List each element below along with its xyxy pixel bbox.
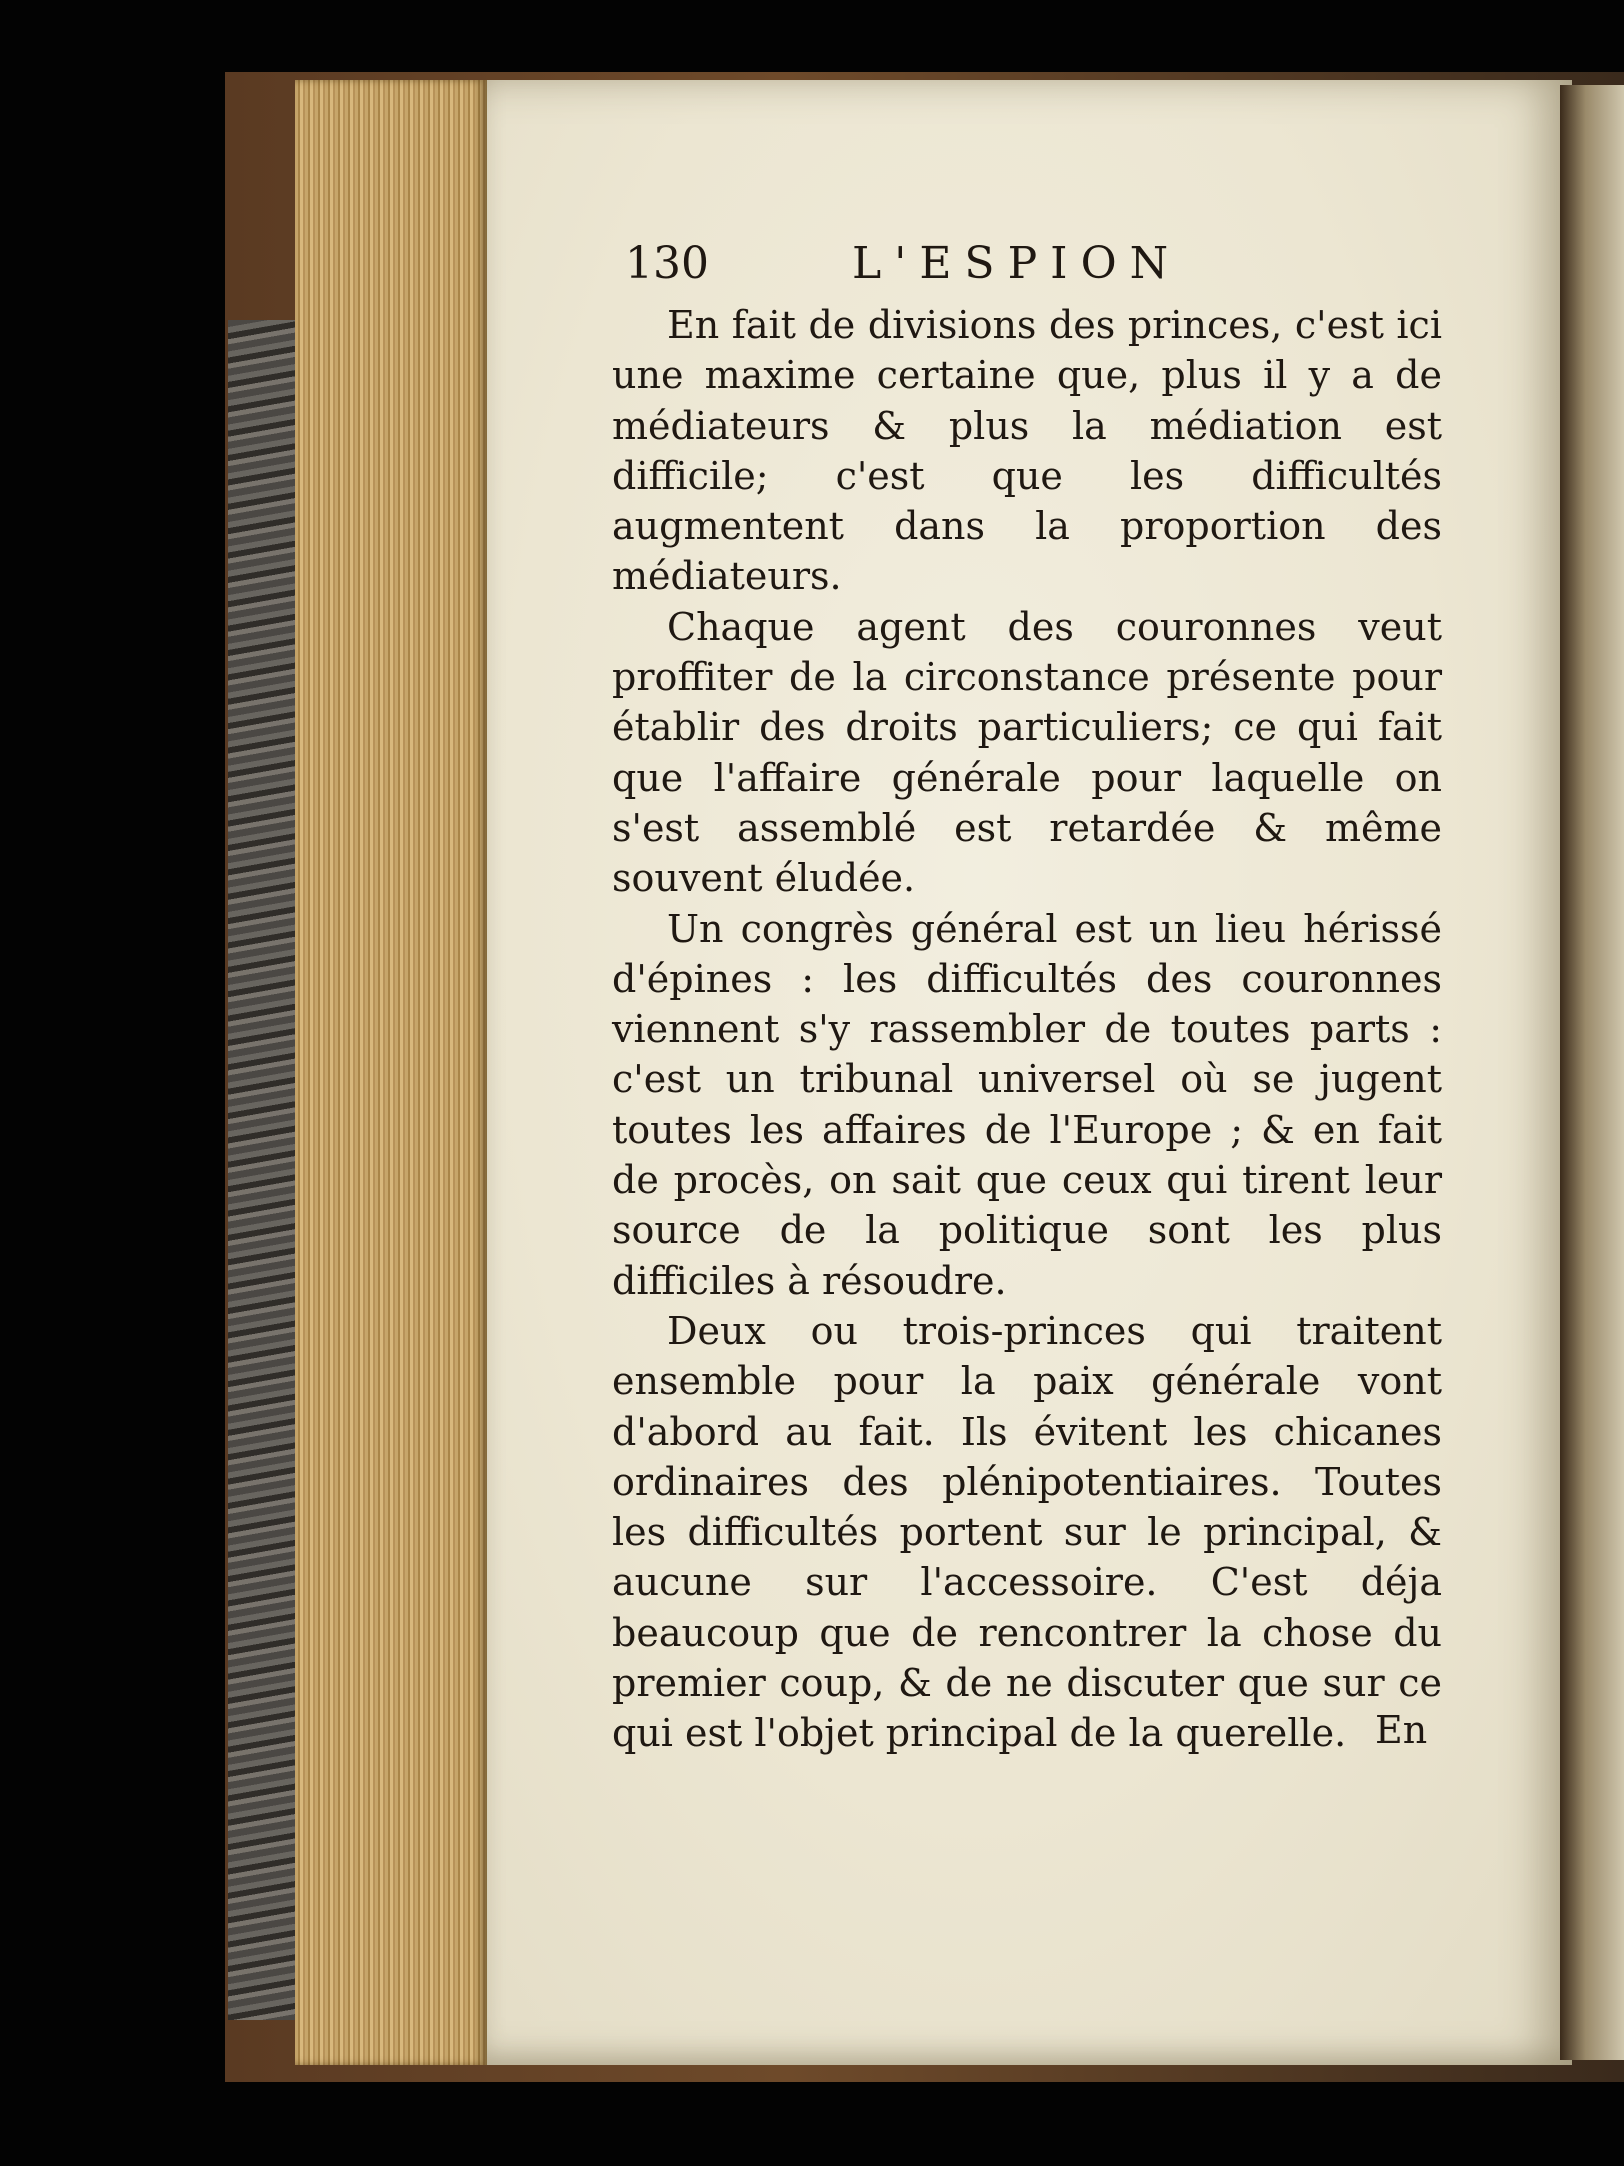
page-edges — [295, 80, 487, 2065]
paragraph: Deux ou trois-princes qui traitent ensemble pour la paix générale vont d'abord au fait. Ils évitent les chicanes ordinaires des plénipotentiaires. Toutes les difficultés portent sur le principal, & aucune sur l'accessoire. C'est déja beaucoup que de rencontrer la chose du premier coup, & de ne discuter que sur ce qui est l'objet principal de la querelle. — [612, 1308, 1442, 1756]
body-text — [612, 300, 1442, 1759]
catchword: En — [1375, 1708, 1428, 1752]
page-number: 130 — [625, 238, 709, 289]
paragraph: En fait de divisions des princes, c'est ici une maxime certaine que, plus il y a de médiateurs & plus la médiation est difficile; c'est que les difficultés augmentent dans la proportion des médiateurs. — [612, 303, 1442, 599]
running-title: L'ESPION — [852, 238, 1182, 289]
page-header — [625, 234, 1245, 294]
paragraph: Chaque agent des couronnes veut proffiter de la circonstance présente pour établir des droits particuliers; ce qui fait que l'affaire générale pour laquelle on s'est assemblé est retardée & même souvent éludée. — [612, 604, 1442, 901]
marbled-binding — [228, 320, 298, 2020]
book-gutter — [1560, 85, 1624, 2060]
paragraph: Un congrès général est un lieu hérissé d'épines : les difficultés des couronnes viennent s'y rassembler de toutes parts : c'est un tribunal universel où se jugent toutes les affaires de l'Europe ; & en fait de procès, on sait que ceux qui tirent leur source de la politique sont les plus difficiles à résoudre. — [612, 906, 1442, 1303]
